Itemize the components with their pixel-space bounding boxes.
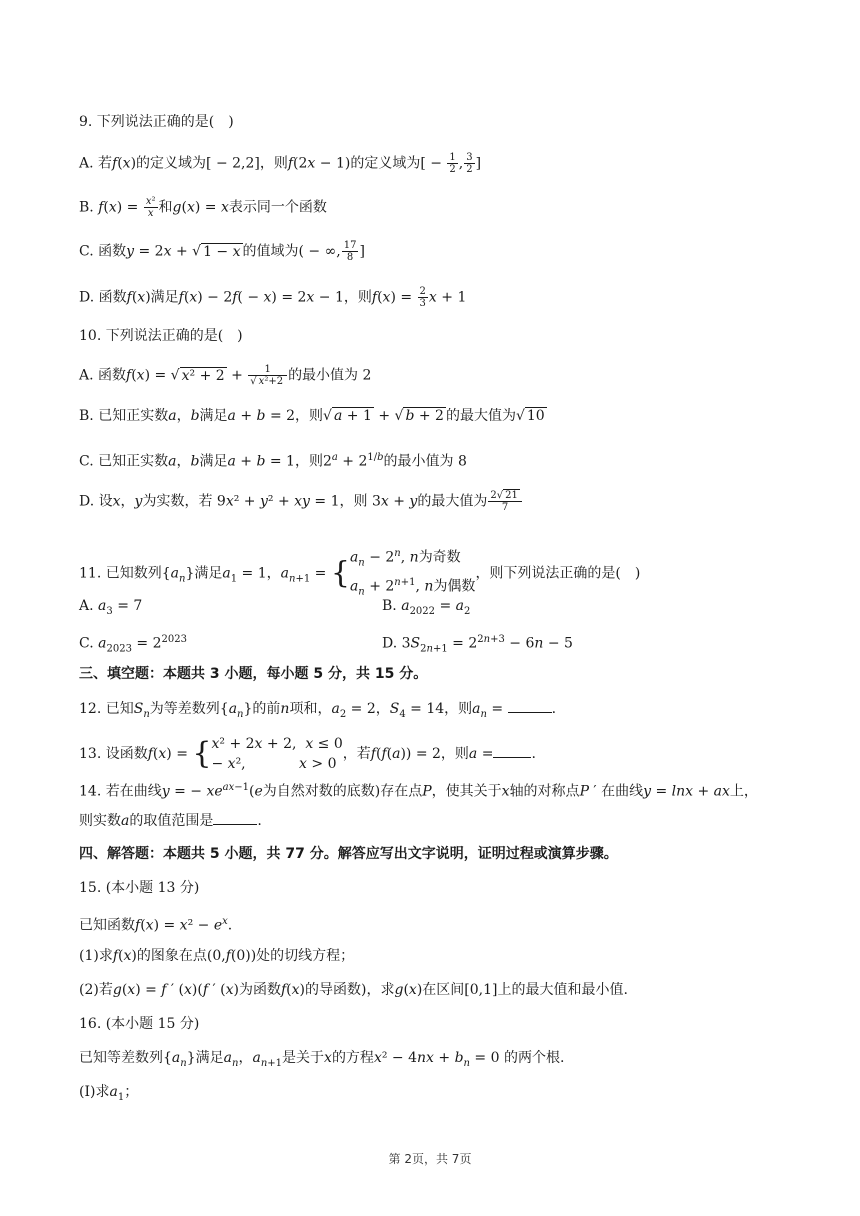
q13: 13. 设函数f(x) = { x² + 2x + 2, x ≤ 0 − x², x > 0 ，若f(f(a)) = 2，则a = . — [79, 736, 536, 772]
q10-option-b: B. 已知正实数a，b满足a + b = 2，则√ a + 1 + √ b + 2 的最大值为√ 10 — [79, 408, 545, 424]
q15-part-1: (1)求f(x)的图象在点(0,f(0))处的切线方程； — [79, 948, 355, 964]
q9-option-c: C. 函数y = 2x + √ 1 − x 的值域为( − ∞, $\frac{17}{8}$ ] — [79, 240, 365, 263]
q11-option-a: A. $a_3 = 7$ — [79, 598, 143, 617]
q11-option-b: B. $a_{2022} = a_2$ — [382, 598, 471, 617]
section-3-heading: 三、填空题：本题共 3 小题，每小题 5 分，共 15 分。 — [79, 666, 428, 682]
section-4-heading: 四、解答题：本题共 5 小题，共 77 分。解答应写出文字说明，证明过程或演算步骤。 — [79, 846, 618, 862]
q16-stem: 已知等差数列$\{a_n\}$满足$a_n$，$a_{n+1}$是关于x的方程$x^2 - 4nx + b_n = 0$ 的两个根. — [79, 1050, 565, 1069]
q11-title: 11. 已知数列$\{a_n\}$满足$a_1 = 1$，$a_{n+1}$ = { $a_n - 2^n$, n为奇数 $a_n + 2^{n+1}$, n为偶数 ，则下列说法正确的是( ) — [79, 548, 641, 598]
q10-option-c: C. 已知正实数a，b满足a + b = 1，则$2^a + 2^{1/b}$的最小值为 8 — [79, 452, 467, 470]
q15-head: 15. (本小题 13 分) — [79, 880, 200, 896]
q15-stem: 已知函数$f(x) = x^2 - e^x$. — [79, 916, 233, 934]
q10-option-a: A. 函数f(x) = √ x² + 2 + $\frac{1}{\text{√ x²+2}}$ 的最小值为 2 — [79, 364, 372, 387]
q16-head: 16. (本小题 15 分) — [79, 1016, 200, 1032]
q15-part-2: (2)若g(x) = f ′ (x)(f ′ (x)为函数f(x)的导函数)，求g(x)在区间[0,1]上的最大值和最小值. — [79, 982, 628, 998]
q9-title: 9. 下列说法正确的是( ) — [79, 114, 234, 130]
q9-option-b: B. f(x) = $\frac{\text{x²}}{x}$ 和g(x) = x表示同一个函数 — [79, 196, 327, 219]
q9-option-a: A. 若f(x)的定义域为[ − 2,2]，则f(2x − 1)的定义域为[ − $\frac{1}{2}$ , $\frac{3}{2}$ ] — [79, 152, 482, 175]
q16-part-1: (I)求$a_1$； — [79, 1084, 139, 1103]
q9-option-d: D. 函数f(x)满足f(x) − 2f( − x) = 2x − 1，则f(x) = $\frac{2}{3}$ x + 1 — [79, 286, 467, 309]
page-footer: 第 2页，共 7页 — [388, 1152, 472, 1166]
q10-title: 10. 下列说法正确的是( ) — [79, 328, 243, 344]
q11-option-c: C. $a_{2023} = 2^{2023}$ — [79, 634, 187, 655]
q14-line-2: 则实数a的取值范围是 . — [79, 810, 262, 831]
q11-option-d: D. $3S_{2n+1} = 2^{2n+3} - 6n - 5$ — [382, 634, 573, 655]
q12: 12. 已知$S_n$为等差数列$\{a_n\}$的前n项和，$a_2 = 2$，$S_4 = 14$，则$a_n$ = . — [79, 698, 556, 725]
q14-line-1: 14. 若在曲线y = − $xe^{ax-1}(e$为自然对数的底数)存在点P，使其关于x轴的对称点P ′ 在曲线y = lnx + ax上， — [79, 782, 758, 800]
q10-option-d: D. 设x，y为实数，若 9x² + y² + xy = 1，则 3x + y的最大值为 $\frac{2√ 21}{7}$ — [79, 490, 523, 513]
